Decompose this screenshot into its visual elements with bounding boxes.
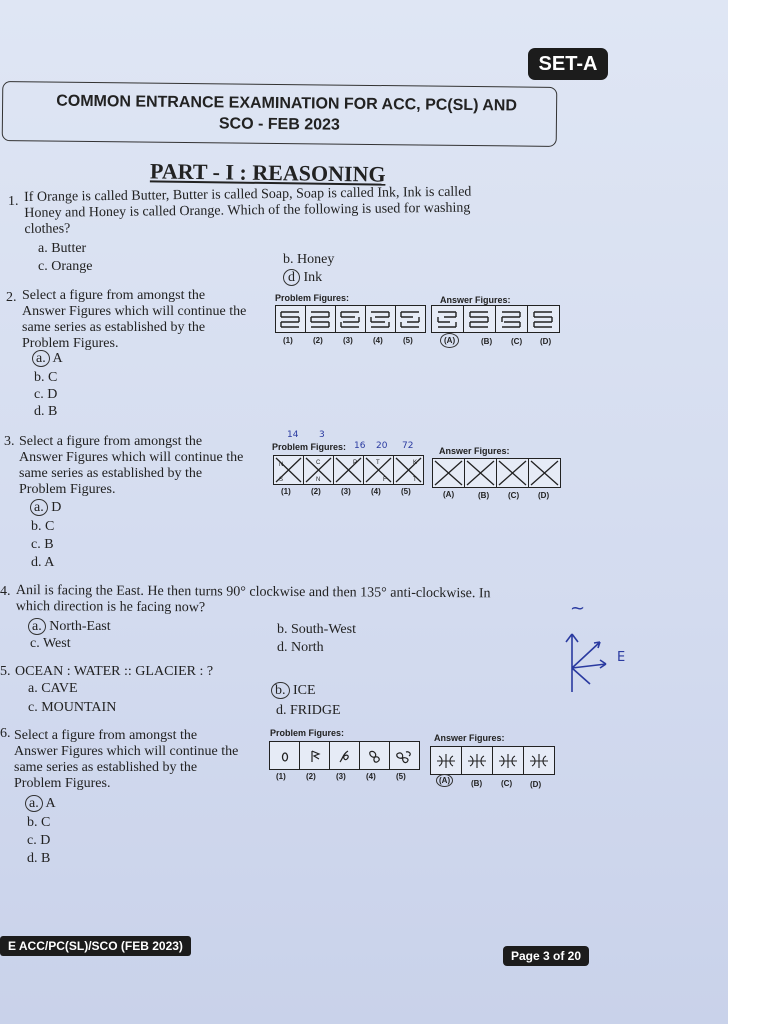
- q3-option-a[interactable]: [30, 500, 61, 516]
- q6-option-b[interactable]: [27, 815, 50, 831]
- crossed-box-figure-icon: [305, 457, 332, 483]
- handwritten-number: 16: [354, 441, 366, 451]
- q3-problem-label: (2): [311, 487, 321, 496]
- q3-answer-label: (C): [508, 491, 520, 500]
- answer-circle: a.: [30, 499, 48, 516]
- handwritten-number: 72: [402, 441, 414, 451]
- option-label: c.: [31, 537, 41, 552]
- q2-problem-figure: [366, 306, 396, 332]
- flower-figure-icon: [465, 751, 489, 771]
- q4-option-b[interactable]: [277, 622, 356, 638]
- q2-problem-label: (3): [343, 336, 353, 345]
- question-1-line: If Orange is called Butter, Butter is called Soap, Soap is called Ink, Ink is called: [24, 184, 472, 205]
- question-2-line: same series as established by the: [22, 320, 206, 335]
- answer-circle: b.: [271, 682, 290, 699]
- q6-problem-label: (3): [336, 772, 346, 781]
- option-text: C: [41, 815, 51, 830]
- q6-option-d[interactable]: [27, 851, 50, 867]
- q6-answer-figures: [430, 746, 555, 775]
- handwritten-number: 20: [376, 441, 388, 451]
- q2-problem-figure: [306, 306, 336, 332]
- q6-problem-caption: Problem Figures:: [270, 728, 345, 738]
- q6-answer-label: (C): [501, 779, 513, 788]
- svg-text:P: P: [353, 460, 358, 466]
- q6-answer-figure[interactable]: [462, 747, 493, 774]
- option-text: Butter: [51, 241, 87, 256]
- q2-problem-label: (5): [403, 336, 413, 345]
- handwritten-letter: E: [617, 650, 626, 665]
- q6-problem-label: (1): [276, 772, 286, 781]
- crossed-box-figure-icon: [434, 460, 463, 486]
- svg-text:N: N: [279, 462, 284, 468]
- q6-answer-figure[interactable]: [493, 747, 524, 774]
- question-6-text: [14, 728, 238, 792]
- q2-problem-figure: [336, 306, 366, 332]
- option-text: FRIDGE: [290, 703, 341, 718]
- q5-option-a[interactable]: [28, 681, 78, 697]
- question-2-text: [22, 288, 246, 352]
- q3-problem-figure: [334, 456, 364, 484]
- option-text: B: [44, 537, 54, 552]
- option-text: ICE: [293, 683, 316, 698]
- flower-figure-icon: [496, 751, 520, 771]
- q1-option-b[interactable]: [283, 252, 334, 268]
- q6-problem-label: (4): [366, 772, 376, 781]
- crossed-box-figure-icon: [498, 460, 527, 486]
- option-text: A: [44, 555, 55, 570]
- q2-answer-label: (C): [511, 337, 523, 346]
- q2-problem-label: (2): [313, 336, 323, 345]
- q6-answer-caption: Answer Figures:: [434, 733, 505, 743]
- question-1-number: 1.: [8, 194, 19, 209]
- q2-problem-figure: [396, 306, 425, 332]
- stairs-figure-icon: [339, 309, 363, 329]
- q1-option-c[interactable]: [38, 259, 92, 275]
- q3-answer-figure[interactable]: [465, 459, 497, 487]
- q3-answer-caption: Answer Figures:: [439, 446, 510, 456]
- question-1-line: Honey and Honey is called Orange. Which of the following is used for washing: [24, 200, 471, 221]
- option-text: North: [291, 640, 324, 655]
- svg-text:T: T: [376, 460, 380, 466]
- q2-answer-figure[interactable]: [464, 306, 496, 332]
- q2-answer-label: (D): [540, 337, 552, 346]
- question-3-text: [19, 434, 243, 498]
- option-text: South-West: [291, 622, 356, 637]
- option-text: B: [41, 851, 51, 866]
- q2-option-b[interactable]: [34, 370, 57, 386]
- option-text: C: [48, 370, 58, 385]
- stairs-figure-icon: [500, 309, 524, 329]
- q2-problem-caption: Problem Figures:: [275, 293, 350, 303]
- svg-text:T: T: [413, 477, 417, 483]
- exam-title-box: [2, 81, 558, 147]
- question-5-text: [15, 664, 213, 680]
- q6-problem-figure: [330, 742, 360, 769]
- question-5-line: OCEAN : WATER :: GLACIER : ?: [15, 664, 214, 679]
- question-2-line: Select a figure from amongst the: [22, 288, 206, 303]
- q2-problem-figure: [276, 306, 306, 332]
- q2-option-d[interactable]: [34, 404, 57, 420]
- stairs-figure-icon: [468, 309, 492, 329]
- flower-figure-icon: [394, 746, 416, 766]
- stairs-figure-icon: [279, 309, 303, 329]
- stairs-figure-icon: [399, 309, 423, 329]
- svg-text:F: F: [383, 477, 387, 483]
- crossed-box-figure-icon: [335, 457, 362, 483]
- svg-text:S: S: [279, 477, 284, 483]
- q6-option-c[interactable]: [27, 833, 50, 849]
- q3-problem-caption: Problem Figures:: [272, 442, 347, 452]
- q3-answer-figure[interactable]: [529, 459, 560, 487]
- handwritten-tilde: ~: [570, 598, 586, 619]
- flower-figure-icon: [365, 746, 385, 766]
- option-text: North-East: [49, 619, 111, 634]
- q2-problem-label: (1): [283, 336, 293, 345]
- set-badge: SET-A: [528, 48, 608, 80]
- question-1-text: [24, 185, 472, 238]
- q3-problem-label: (3): [341, 487, 351, 496]
- q6-answer-label: (B): [471, 779, 483, 788]
- svg-text:K: K: [413, 460, 418, 466]
- q6-answer-label: (D): [530, 780, 542, 789]
- q2-option-c[interactable]: [34, 387, 57, 403]
- option-text: A: [45, 796, 56, 811]
- option-label: d.: [277, 640, 288, 655]
- part-title: PART - I : REASONING: [149, 158, 386, 187]
- q6-problem-figure: [390, 742, 419, 769]
- option-text: C: [45, 519, 55, 534]
- option-text: D: [47, 387, 58, 402]
- q6-problem-figure: [300, 742, 330, 769]
- q3-problem-label: (1): [281, 487, 291, 496]
- question-4-line: Anil is facing the East. He then turns 90° clockwise and then 135° anti-clockwise. In: [15, 583, 491, 602]
- flower-figure-icon: [527, 751, 551, 771]
- q6-answer-figure[interactable]: [431, 747, 462, 774]
- option-text: B: [48, 404, 58, 419]
- footer-exam-code: E ACC/PC(SL)/SCO (FEB 2023): [0, 936, 191, 956]
- q3-problem-figure: [274, 456, 304, 484]
- option-label: c.: [28, 700, 38, 715]
- answer-circle: a.: [25, 795, 43, 812]
- q3-option-d[interactable]: [31, 555, 54, 571]
- q6-problem-figure: [270, 742, 300, 769]
- question-4-line: which direction is he facing now?: [15, 598, 206, 616]
- option-text: West: [42, 636, 71, 651]
- q1-option-a[interactable]: [38, 241, 86, 257]
- answer-circle: a.: [32, 350, 50, 367]
- q3-answer-label: (B): [478, 491, 490, 500]
- flower-figure-icon: [275, 746, 295, 766]
- q2-answer-label-circled: (A): [440, 333, 459, 348]
- q2-problem-label: (4): [373, 336, 383, 345]
- option-text: Honey: [297, 252, 335, 267]
- option-text: Orange: [51, 259, 93, 274]
- q3-option-c[interactable]: [31, 537, 54, 553]
- q6-problem-label: (2): [306, 772, 316, 781]
- q6-problem-figures: [269, 741, 420, 770]
- q2-answer-figure[interactable]: [528, 306, 559, 332]
- option-label: c.: [27, 833, 37, 848]
- question-1-line: clothes?: [24, 221, 71, 237]
- footer-page-number: Page 3 of 20: [503, 946, 589, 966]
- q3-problem-figure: [364, 456, 394, 484]
- q6-problem-label: (5): [396, 772, 406, 781]
- compass-sketch-icon: [560, 628, 620, 698]
- stairs-figure-icon: [436, 309, 460, 329]
- q1-option-d[interactable]: [283, 270, 322, 286]
- q5-option-b[interactable]: [271, 683, 316, 699]
- q3-problem-figures: [273, 455, 424, 485]
- question-4-text: [16, 583, 491, 618]
- question-6-number: 6.: [0, 726, 11, 741]
- option-label: b.: [34, 370, 45, 385]
- q3-option-b[interactable]: [31, 519, 54, 535]
- option-text: CAVE: [41, 681, 78, 696]
- question-6-line: same series as established by the: [14, 760, 198, 775]
- stairs-figure-icon: [532, 309, 556, 329]
- option-label: c.: [34, 387, 44, 402]
- option-label: a.: [38, 241, 48, 256]
- q2-answer-figure[interactable]: [496, 306, 528, 332]
- handwritten-number: 3: [319, 430, 325, 440]
- option-text: MOUNTAIN: [41, 700, 117, 715]
- option-label: d.: [31, 555, 42, 570]
- q6-option-a[interactable]: [25, 796, 56, 812]
- q4-option-a[interactable]: [28, 619, 111, 635]
- q2-answer-caption: Answer Figures:: [440, 295, 511, 305]
- option-label: a.: [28, 681, 38, 696]
- q3-answer-label: (A): [443, 490, 455, 499]
- flower-figure-icon: [305, 746, 325, 766]
- question-2-line: Answer Figures which will continue the: [22, 304, 247, 319]
- q2-answer-figures: [431, 305, 560, 333]
- flower-figure-icon: [335, 746, 355, 766]
- option-label: d.: [34, 404, 45, 419]
- svg-text:N: N: [316, 477, 321, 483]
- stairs-figure-icon: [309, 309, 333, 329]
- q3-problem-label: (5): [401, 487, 411, 496]
- option-label: d.: [27, 851, 38, 866]
- option-label: d.: [276, 703, 287, 718]
- exam-title-line1: COMMON ENTRANCE EXAMINATION FOR ACC, PC(SL) AND: [56, 92, 518, 115]
- q5-option-c[interactable]: [28, 700, 116, 716]
- background-edge: [728, 0, 768, 1024]
- q6-problem-figure: [360, 742, 390, 769]
- question-3-line: Answer Figures which will continue the: [19, 450, 244, 465]
- crossed-box-figure-icon: [365, 457, 392, 483]
- question-6-line: Answer Figures which will continue the: [14, 744, 239, 759]
- crossed-box-figure-icon: [466, 460, 495, 486]
- question-3-line: same series as established by the: [19, 466, 203, 481]
- option-text: D: [51, 500, 62, 515]
- option-label: b.: [31, 519, 42, 534]
- question-6-line: Problem Figures.: [14, 776, 111, 791]
- q3-problem-label: (4): [371, 487, 381, 496]
- option-label: b.: [27, 815, 38, 830]
- question-2-line: Problem Figures.: [22, 336, 119, 351]
- q6-answer-label-circled: (A): [436, 774, 453, 787]
- answer-circle: d: [283, 269, 300, 286]
- question-3-line: Select a figure from amongst the: [19, 434, 203, 449]
- handwritten-number: 14: [287, 430, 299, 440]
- question-5-number: 5.: [0, 664, 11, 679]
- answer-circle: a.: [28, 618, 46, 635]
- q2-option-a[interactable]: [32, 351, 63, 367]
- q6-answer-figure[interactable]: [524, 747, 554, 774]
- q4-option-d[interactable]: [277, 640, 324, 656]
- crossed-box-figure-icon: [530, 460, 559, 486]
- q3-problem-figure: [394, 456, 423, 484]
- question-4-number: 4.: [0, 584, 11, 599]
- question-2-number: 2.: [6, 290, 17, 305]
- option-text: Ink: [303, 270, 323, 285]
- option-text: A: [52, 351, 63, 366]
- q3-answer-label: (D): [538, 491, 550, 500]
- flower-figure-icon: [434, 751, 458, 771]
- q3-answer-figure[interactable]: [497, 459, 529, 487]
- exam-title-line2: SCO - FEB 2023: [218, 115, 340, 134]
- question-3-line: Problem Figures.: [19, 482, 116, 497]
- q3-answer-figure[interactable]: [433, 459, 465, 487]
- crossed-box-figure-icon: [395, 457, 422, 483]
- option-label: b.: [283, 252, 294, 267]
- q4-option-c[interactable]: [30, 636, 71, 652]
- crossed-box-figure-icon: [275, 457, 302, 483]
- option-text: D: [40, 833, 51, 848]
- question-3-number: 3.: [4, 434, 15, 449]
- q2-answer-figure[interactable]: [432, 306, 464, 332]
- q3-problem-figure: [304, 456, 334, 484]
- svg-text:C: C: [316, 460, 321, 466]
- q5-option-d[interactable]: [276, 703, 341, 719]
- stairs-figure-icon: [369, 309, 393, 329]
- option-label: b.: [277, 622, 288, 637]
- q3-answer-figures: [432, 458, 561, 488]
- q2-answer-label: (B): [481, 337, 493, 346]
- option-label: c.: [38, 259, 48, 274]
- question-6-line: Select a figure from amongst the: [14, 728, 198, 743]
- q2-problem-figures: [275, 305, 426, 333]
- option-label: c.: [30, 636, 40, 651]
